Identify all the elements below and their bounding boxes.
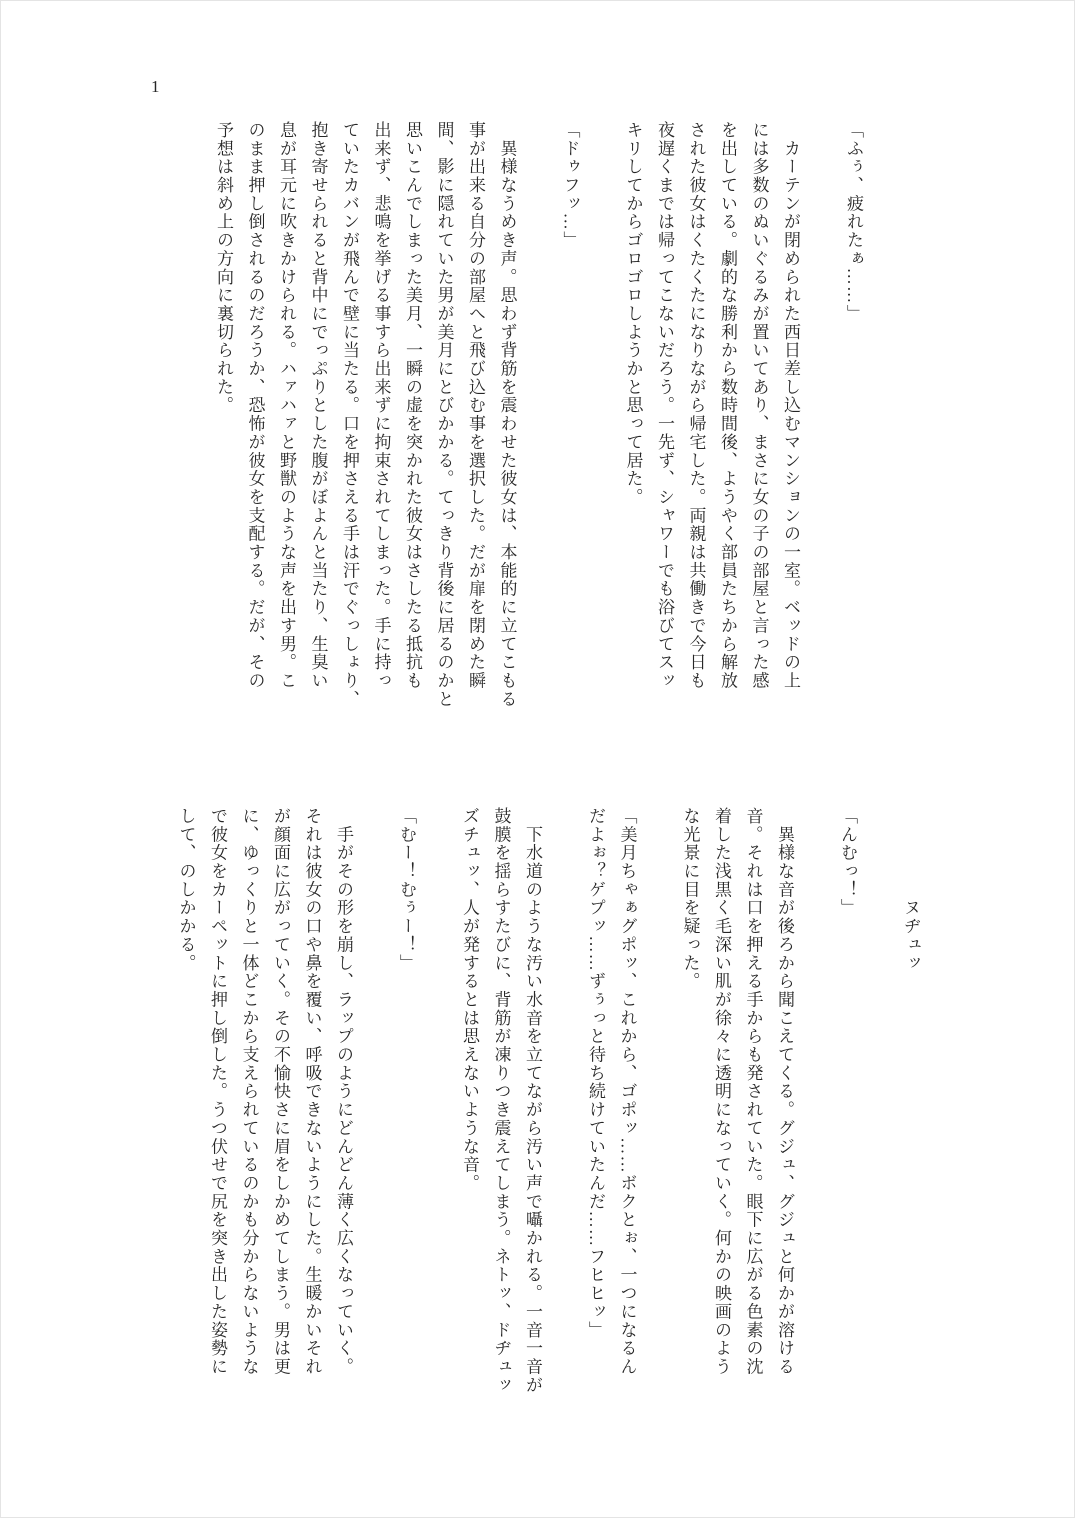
text-line: それは彼女の口や鼻を覆い、呼吸できないようにした。生暖かいそれ xyxy=(302,807,322,1376)
text-line: ヌヂュッ xyxy=(901,807,920,973)
text-line: 手がその形を崩し、ラップのようにどんどん薄く広くなっていく。 xyxy=(334,807,353,1376)
blank-line xyxy=(523,121,555,753)
blank-line xyxy=(422,807,454,1455)
text-line: 着した浅黒く毛深い肌が徐々に透明になっていく。何かの映画のよう xyxy=(712,807,731,1376)
text-line: 事が出来る自分の部屋へと飛び込む事を選択した。だが扉を閉めた瞬 xyxy=(466,121,485,690)
text-line: 異様なうめき声。思わず背筋を震わせた彼女は、本能的に立てこもる xyxy=(497,121,517,709)
text-line: 間、影に隠れていた男が美月にとびかかる。てっきり背後に居るのかと xyxy=(434,121,454,709)
text-line: 「むー！むぅー！」 xyxy=(397,807,416,973)
text-line: のまま押し倒されるのだろうか、恐怖が彼女を支配する。だが、その xyxy=(245,121,265,690)
text-line: 異様な音が後ろから聞こえてくる。グジュ、グジュと何かが溶ける xyxy=(775,807,794,1376)
blank-line xyxy=(863,807,895,1455)
text-line: には多数のぬいぐるみが置いてあり、まさに女の子の部屋と言った感 xyxy=(749,121,769,690)
text-line: 「ふぅ、疲れたぁ……」 xyxy=(844,121,863,323)
text-line: 出来ず、悲鳴を挙げる事すら出来ずに拘束されてしまった。手に持っ xyxy=(371,121,391,690)
text-line: された彼女はくたくたになりながら帰宅した。両親は共働きで今日も xyxy=(686,121,706,690)
text-line: だよぉ？ゲプッ……ずぅっと待ち続けていたんだ……フヒヒッ」 xyxy=(586,807,605,1340)
blank-line xyxy=(800,807,832,1455)
text-line: を出している。劇的な勝利から数時間後、ようやく部員たちから解放 xyxy=(718,121,737,690)
blank-line xyxy=(643,807,675,1455)
text-line: キリしてからゴロゴロしようかと思って居た。 xyxy=(623,121,643,507)
text-line: 音。それは口を押える手からも発されていた。眼下に広がる色素の沈 xyxy=(743,807,763,1376)
text-line: が顔面に広がっていく。その不愉快さに眉をしかめてしまう。男は更 xyxy=(271,807,290,1376)
text-line: 「ドゥフッ…」 xyxy=(560,121,580,250)
text-line: ズチュッ、人が発するとは思えないような音。 xyxy=(460,807,479,1193)
text-line: 息が耳元に吹きかけられる。ハァハァと野獣のような声を出す男。こ xyxy=(277,121,296,690)
text-line: 夜遅くまでは帰ってこないだろう。一先ず、シャワーでも浴びてスッ xyxy=(655,121,674,690)
text-line: カーテンが閉められた西日差し込むマンションの一室。ベッドの上 xyxy=(781,121,800,690)
text-line: ていたカバンが飛んで壁に当たる。口を押さえる手は汗でぐっしょり、 xyxy=(340,121,359,709)
blank-line xyxy=(806,121,838,753)
text-line: に、ゆっくりと一体どこから支えられているのかも分からないような xyxy=(239,807,259,1376)
text-line: 予想は斜め上の方向に裏切られた。 xyxy=(214,121,233,415)
blank-line xyxy=(359,807,391,1455)
text-line: 「んむっ！」 xyxy=(838,807,857,918)
page-number: 1 xyxy=(151,77,160,96)
blank-line xyxy=(586,121,618,753)
text-line: 「美月ちゃぁグポッ、これから、ゴポッ……ボクとぉ、一つになるん xyxy=(617,807,637,1376)
page-1-text-block xyxy=(208,121,870,753)
text-line: して、のしかかる。 xyxy=(176,807,196,973)
text-line: で彼女をカーペットに押し倒した。うつ伏せで尻を突き出した姿勢に xyxy=(208,807,227,1376)
text-line: 思いこんでしまった美月、一瞬の虚を突かれた彼女はさしたる抵抗も xyxy=(403,121,422,690)
text-line: な光景に目を疑った。 xyxy=(680,807,700,991)
text-line: 下水道のような汚い水音を立てながら汚い声で囁かれる。一音一音が xyxy=(523,807,542,1395)
text-line: 鼓膜を揺らすたびに、背筋が凍りつき震えてしまう。ネトッ、ドヂュッ xyxy=(491,807,511,1395)
page-2-text-block xyxy=(170,807,926,1455)
blank-line xyxy=(548,807,580,1455)
text-line: 抱き寄せられると背中にでっぷりとした腹がぼよんと当たり、生臭い xyxy=(308,121,328,690)
